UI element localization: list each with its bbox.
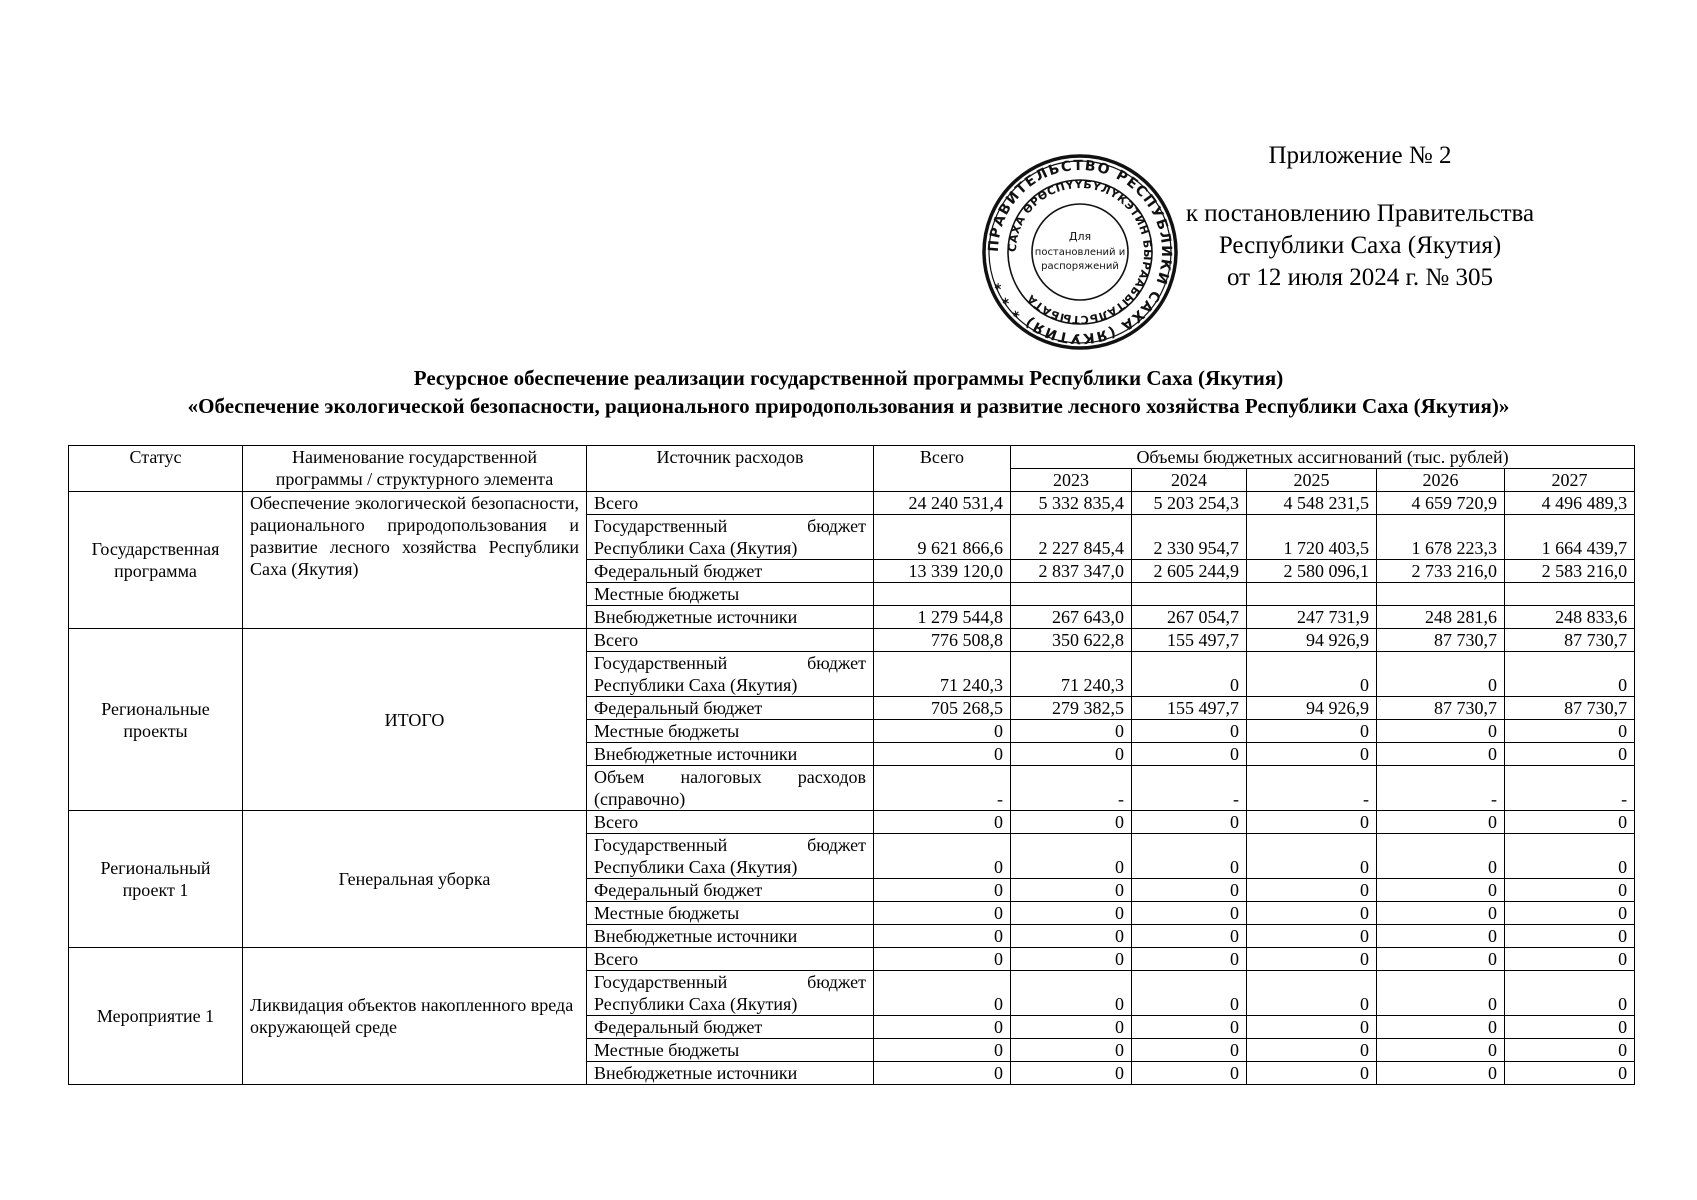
total-value-cell: 9 621 866,6 bbox=[874, 515, 1011, 560]
year-value-cell: 0 bbox=[1247, 925, 1377, 948]
source-cell: Внебюджетные источники bbox=[587, 925, 874, 948]
year-value-cell: 0 bbox=[1247, 811, 1377, 834]
year-value-cell: 0 bbox=[1505, 743, 1635, 766]
total-value-cell: 0 bbox=[874, 720, 1011, 743]
year-value-cell: 0 bbox=[1011, 743, 1132, 766]
year-value-cell: 0 bbox=[1011, 834, 1132, 879]
table-header-row bbox=[69, 446, 1635, 469]
year-value-cell: 0 bbox=[1505, 1062, 1635, 1085]
year-value-cell: 0 bbox=[1377, 902, 1505, 925]
source-cell: Местные бюджеты bbox=[587, 1039, 874, 1062]
year-value-cell: 5 332 835,4 bbox=[1011, 492, 1132, 515]
header-status: Статус bbox=[69, 446, 243, 492]
budget-table bbox=[68, 445, 1635, 1085]
year-value-cell bbox=[1011, 583, 1132, 606]
year-value-cell: 248 281,6 bbox=[1377, 606, 1505, 629]
year-value-cell: 87 730,7 bbox=[1377, 629, 1505, 652]
source-cell: Местные бюджеты bbox=[587, 902, 874, 925]
year-value-cell: 267 054,7 bbox=[1132, 606, 1247, 629]
year-value-cell: 4 496 489,3 bbox=[1505, 492, 1635, 515]
year-value-cell: - bbox=[1505, 766, 1635, 811]
year-value-cell: - bbox=[1132, 766, 1247, 811]
total-value-cell: 0 bbox=[874, 1062, 1011, 1085]
status-cell: Региональные проекты bbox=[69, 629, 243, 811]
seal-outer-text: ПРАВИТЕЛЬСТВО РЕСПУБЛИКИ САХА (ЯКУТИЯ) * * * bbox=[985, 157, 1175, 347]
year-value-cell: 0 bbox=[1505, 948, 1635, 971]
table-row bbox=[69, 492, 1635, 515]
year-value-cell bbox=[1377, 583, 1505, 606]
year-value-cell: 0 bbox=[1505, 902, 1635, 925]
year-value-cell: 0 bbox=[1247, 1062, 1377, 1085]
total-value-cell: 0 bbox=[874, 834, 1011, 879]
year-value-cell: 0 bbox=[1132, 1039, 1247, 1062]
official-seal bbox=[980, 152, 1180, 352]
year-value-cell: 2 580 096,1 bbox=[1247, 560, 1377, 583]
source-cell: Местные бюджеты bbox=[587, 583, 874, 606]
year-value-cell: - bbox=[1377, 766, 1505, 811]
year-value-cell: 0 bbox=[1247, 948, 1377, 971]
year-value-cell: 0 bbox=[1247, 720, 1377, 743]
total-value-cell: 0 bbox=[874, 743, 1011, 766]
year-value-cell: 0 bbox=[1377, 1062, 1505, 1085]
year-value-cell: 2 837 347,0 bbox=[1011, 560, 1132, 583]
year-value-cell: 2 733 216,0 bbox=[1377, 560, 1505, 583]
total-value-cell: 0 bbox=[874, 925, 1011, 948]
year-value-cell: 0 bbox=[1132, 811, 1247, 834]
year-value-cell: 0 bbox=[1247, 834, 1377, 879]
year-value-cell: 155 497,7 bbox=[1132, 697, 1247, 720]
year-value-cell: 71 240,3 bbox=[1011, 652, 1132, 697]
source-cell: Объем налоговых расходов (справочно) bbox=[587, 766, 874, 811]
year-value-cell: 0 bbox=[1132, 720, 1247, 743]
year-value-cell: 0 bbox=[1505, 925, 1635, 948]
year-value-cell: 0 bbox=[1011, 925, 1132, 948]
year-value-cell: 248 833,6 bbox=[1505, 606, 1635, 629]
year-value-cell: 0 bbox=[1132, 925, 1247, 948]
source-cell: Федеральный бюджет bbox=[587, 879, 874, 902]
year-value-cell: 0 bbox=[1505, 811, 1635, 834]
seal-inner-text: САХА ӨРӨСПҮҮБҮЛҮКЭТИН БЫРААБЫТАЛЬСТЫБАТА bbox=[1005, 177, 1155, 327]
year-value-cell: 0 bbox=[1011, 971, 1132, 1016]
total-value-cell: 0 bbox=[874, 811, 1011, 834]
year-value-cell: 350 622,8 bbox=[1011, 629, 1132, 652]
year-value-cell: 0 bbox=[1505, 652, 1635, 697]
appendix-number: Приложение № 2 bbox=[1268, 142, 1452, 169]
year-value-cell: 2 605 244,9 bbox=[1132, 560, 1247, 583]
total-value-cell: 13 339 120,0 bbox=[874, 560, 1011, 583]
year-value-cell: 0 bbox=[1377, 743, 1505, 766]
appendix-header bbox=[1150, 140, 1570, 294]
year-value-cell: 0 bbox=[1132, 902, 1247, 925]
total-value-cell: 24 240 531,4 bbox=[874, 492, 1011, 515]
seal-center-line-3: распоряжений bbox=[1041, 261, 1119, 272]
year-value-cell: 87 730,7 bbox=[1377, 697, 1505, 720]
year-value-cell: 0 bbox=[1377, 1016, 1505, 1039]
program-name-cell: ИТОГО bbox=[243, 629, 587, 811]
year-value-cell: 0 bbox=[1011, 948, 1132, 971]
year-value-cell: 0 bbox=[1247, 902, 1377, 925]
year-value-cell: 0 bbox=[1505, 1016, 1635, 1039]
year-value-cell: 0 bbox=[1377, 652, 1505, 697]
year-value-cell: 0 bbox=[1247, 971, 1377, 1016]
total-value-cell: 0 bbox=[874, 879, 1011, 902]
year-value-cell: 0 bbox=[1132, 1062, 1247, 1085]
year-value-cell: 0 bbox=[1377, 1039, 1505, 1062]
year-value-cell: 0 bbox=[1011, 720, 1132, 743]
year-value-cell: 5 203 254,3 bbox=[1132, 492, 1247, 515]
status-cell: Мероприятие 1 bbox=[69, 948, 243, 1085]
year-value-cell: 0 bbox=[1011, 879, 1132, 902]
year-value-cell: 0 bbox=[1247, 1016, 1377, 1039]
header-name: Наименование государственной программы / структурного элемента bbox=[243, 446, 587, 492]
year-value-cell: 4 659 720,9 bbox=[1377, 492, 1505, 515]
program-name-cell: Ликвидация объектов накопленного вреда окружающей среде bbox=[243, 948, 587, 1085]
resolution-line-1: к постановлению Правительства bbox=[1185, 200, 1535, 227]
source-cell: Государственный бюджет Республики Саха (Якутия) bbox=[587, 971, 874, 1016]
year-value-cell: 0 bbox=[1011, 1062, 1132, 1085]
year-value-cell: 0 bbox=[1505, 879, 1635, 902]
year-value-cell: 0 bbox=[1377, 720, 1505, 743]
resolution-date: от 12 июля 2024 г. № 305 bbox=[1226, 264, 1494, 291]
total-value-cell: 0 bbox=[874, 971, 1011, 1016]
year-value-cell: 0 bbox=[1247, 1039, 1377, 1062]
status-cell: Региональный проект 1 bbox=[69, 811, 243, 948]
source-cell: Всего bbox=[587, 492, 874, 515]
year-value-cell: 0 bbox=[1247, 652, 1377, 697]
year-value-cell: 1 720 403,5 bbox=[1247, 515, 1377, 560]
table-row bbox=[69, 629, 1635, 652]
year-value-cell bbox=[1132, 583, 1247, 606]
total-value-cell: 1 279 544,8 bbox=[874, 606, 1011, 629]
header-source: Источник расходов bbox=[587, 446, 874, 492]
source-cell: Внебюджетные источники bbox=[587, 743, 874, 766]
total-value-cell: 0 bbox=[874, 1039, 1011, 1062]
header-year: 2024 bbox=[1132, 469, 1247, 492]
year-value-cell: 0 bbox=[1505, 834, 1635, 879]
header-year: 2027 bbox=[1505, 469, 1635, 492]
year-value-cell: 0 bbox=[1377, 971, 1505, 1016]
year-value-cell: - bbox=[1011, 766, 1132, 811]
total-value-cell: 776 508,8 bbox=[874, 629, 1011, 652]
status-cell: Государственная программа bbox=[69, 492, 243, 629]
year-value-cell: 0 bbox=[1377, 879, 1505, 902]
total-value-cell: 0 bbox=[874, 1016, 1011, 1039]
year-value-cell: 0 bbox=[1505, 1039, 1635, 1062]
year-value-cell: 0 bbox=[1132, 1016, 1247, 1039]
total-value-cell: 0 bbox=[874, 948, 1011, 971]
year-value-cell: 0 bbox=[1132, 743, 1247, 766]
year-value-cell: 2 583 216,0 bbox=[1505, 560, 1635, 583]
total-value-cell: - bbox=[874, 766, 1011, 811]
year-value-cell: - bbox=[1247, 766, 1377, 811]
source-cell: Внебюджетные источники bbox=[587, 1062, 874, 1085]
table-body bbox=[69, 492, 1635, 1085]
source-cell: Внебюджетные источники bbox=[587, 606, 874, 629]
seal-center-line-1: Для bbox=[1068, 230, 1092, 243]
year-value-cell: 0 bbox=[1247, 879, 1377, 902]
year-value-cell bbox=[1247, 583, 1377, 606]
year-value-cell: 4 548 231,5 bbox=[1247, 492, 1377, 515]
source-cell: Всего bbox=[587, 948, 874, 971]
year-value-cell: 0 bbox=[1011, 1016, 1132, 1039]
year-value-cell: 87 730,7 bbox=[1505, 697, 1635, 720]
source-cell: Местные бюджеты bbox=[587, 720, 874, 743]
year-value-cell: 0 bbox=[1132, 652, 1247, 697]
header-volumes: Объемы бюджетных ассигнований (тыс. рублей) bbox=[1011, 446, 1635, 469]
total-value-cell: 705 268,5 bbox=[874, 697, 1011, 720]
year-value-cell: 2 227 845,4 bbox=[1011, 515, 1132, 560]
source-cell: Всего bbox=[587, 811, 874, 834]
document-title bbox=[0, 364, 1697, 420]
year-value-cell: 0 bbox=[1505, 720, 1635, 743]
header-total: Всего bbox=[874, 446, 1011, 492]
document-title-line-2: «Обеспечение экологической безопасности, рационального природопользования и развитие лесного хозяйства Республики Саха (Якутия)» bbox=[187, 394, 1510, 418]
program-name-cell: Обеспечение экологической безопасности, рационального природопользования и развитие лесного хозяйства Республики Саха (Якутия) bbox=[243, 492, 587, 629]
year-value-cell: 1 664 439,7 bbox=[1505, 515, 1635, 560]
year-value-cell: 2 330 954,7 bbox=[1132, 515, 1247, 560]
year-value-cell: 0 bbox=[1132, 834, 1247, 879]
table-row bbox=[69, 811, 1635, 834]
year-value-cell: 0 bbox=[1132, 879, 1247, 902]
year-value-cell: 247 731,9 bbox=[1247, 606, 1377, 629]
year-value-cell: 1 678 223,3 bbox=[1377, 515, 1505, 560]
source-cell: Государственный бюджет Республики Саха (Якутия) bbox=[587, 834, 874, 879]
header-year: 2023 bbox=[1011, 469, 1132, 492]
year-value-cell: 0 bbox=[1011, 902, 1132, 925]
total-value-cell: 71 240,3 bbox=[874, 652, 1011, 697]
table-row bbox=[69, 948, 1635, 971]
resolution-line-2: Республики Саха (Якутия) bbox=[1218, 232, 1502, 259]
year-value-cell: 87 730,7 bbox=[1505, 629, 1635, 652]
year-value-cell: 94 926,9 bbox=[1247, 629, 1377, 652]
year-value-cell: 0 bbox=[1377, 925, 1505, 948]
total-value-cell bbox=[874, 583, 1011, 606]
program-name-cell: Генеральная уборка bbox=[243, 811, 587, 948]
year-value-cell: 0 bbox=[1505, 971, 1635, 1016]
document-title-line-1: Ресурсное обеспечение реализации государственной программы Республики Саха (Якутия) bbox=[413, 366, 1284, 390]
source-cell: Федеральный бюджет bbox=[587, 697, 874, 720]
year-value-cell bbox=[1505, 583, 1635, 606]
year-value-cell: 0 bbox=[1377, 948, 1505, 971]
source-cell: Федеральный бюджет bbox=[587, 560, 874, 583]
year-value-cell: 0 bbox=[1132, 948, 1247, 971]
total-value-cell: 0 bbox=[874, 902, 1011, 925]
year-value-cell: 279 382,5 bbox=[1011, 697, 1132, 720]
source-cell: Федеральный бюджет bbox=[587, 1016, 874, 1039]
year-value-cell: 0 bbox=[1132, 971, 1247, 1016]
year-value-cell: 94 926,9 bbox=[1247, 697, 1377, 720]
header-year: 2025 bbox=[1247, 469, 1377, 492]
year-value-cell: 267 643,0 bbox=[1011, 606, 1132, 629]
header-year: 2026 bbox=[1377, 469, 1505, 492]
source-cell: Государственный бюджет Республики Саха (Якутия) bbox=[587, 515, 874, 560]
source-cell: Всего bbox=[587, 629, 874, 652]
year-value-cell: 0 bbox=[1377, 811, 1505, 834]
year-value-cell: 155 497,7 bbox=[1132, 629, 1247, 652]
year-value-cell: 0 bbox=[1011, 811, 1132, 834]
year-value-cell: 0 bbox=[1011, 1039, 1132, 1062]
year-value-cell: 0 bbox=[1377, 834, 1505, 879]
source-cell: Государственный бюджет Республики Саха (Якутия) bbox=[587, 652, 874, 697]
year-value-cell: 0 bbox=[1247, 743, 1377, 766]
seal-center-line-2: постановлений и bbox=[1034, 247, 1126, 258]
